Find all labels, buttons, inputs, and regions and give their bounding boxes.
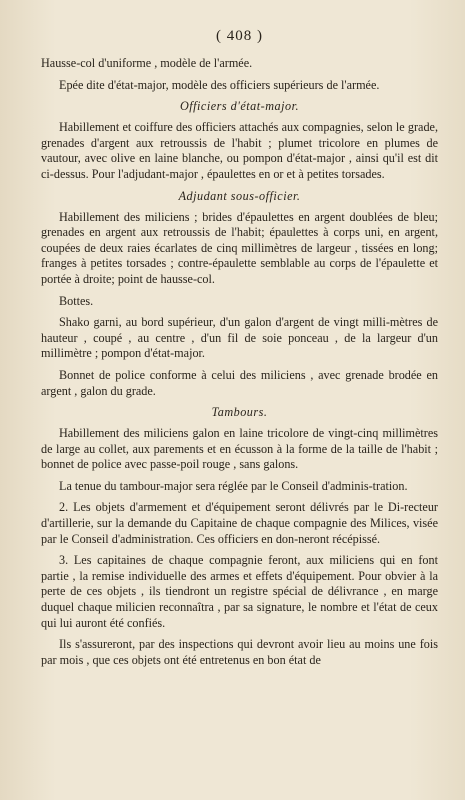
paragraph: Hausse-col d'uniforme , modèle de l'armée. [41, 56, 253, 70]
paragraph: Bonnet de police conforme à celui des miliciens , avec grenade brodée en argent , galon du grade. [41, 367, 438, 398]
section-heading-adjudant: Adjudant sous-officier. [178, 188, 301, 203]
paragraph: 2. Les objets d'armement et d'équipement seront délivrés par le Di-recteur d'artillerie, sur la demande du Capitaine de chaque compagnie des Milices, visée par le Conseil d'administration. Ces officiers en don-neront récépissé. [41, 500, 438, 546]
page-number: ( 408 ) [216, 28, 263, 44]
section-heading-officiers: Officiers d'état-major. [179, 99, 300, 114]
paragraph: Habillement et coiffure des officiers attachés aux compagnies, selon le grade, grenades d'argent aux retroussis de l'habit ; plumet tricolore en plumes de vautour, avec olive en laine blanche, ou pompon d'état-major , ainsi qu'il est dit ci-dessus. Pour l'adjudant-major , épaulettes en or et à petites torsades. [41, 120, 438, 181]
paragraph: La tenue du tambour-major sera réglée par le Conseil d'adminis-tration. [59, 478, 408, 493]
paragraph: Habillement des miliciens galon en laine tricolore de vingt-cinq millimètres de large au collet, aux parements et en écusson à la forme de la taille de l'habit ; bonnet de police avec passe-poil rouge , sans galons. [41, 426, 438, 472]
section-heading-tambours: Tambours. [211, 405, 268, 420]
paragraph: Habillement des miliciens ; brides d'épaulettes en argent doublées de bleu; grenades en argent aux retroussis de l'habit; épaulettes à corps uni, en argent, coupées de deux raies écarlates de cinq millimètres de largeur , tissées en long; franges à petites torsades ; contre-épaulette semblable au corps de l'épaulette et portée à droite; point de hausse-col. [41, 209, 438, 286]
paragraph: Epée dite d'état-major, modèle des officiers supérieurs de l'armée. [59, 77, 380, 92]
paragraph: Ils s'assureront, par des inspections qui devront avoir lieu au moins une fois par mois , que ces objets ont été entretenus en bon état de [41, 637, 438, 667]
paragraph: Bottes. [59, 293, 94, 308]
paragraph: 3. Les capitaines de chaque compagnie feront, aux miliciens qui en font partie , la remise individuelle des armes et effets d'équipement. Pour obvier à la perte de ces objets , ils tiendront un registre spécial de délivrance , en marge duquel chaque milicien reconnaîtra , par sa signature, le nombre et l'état de ceux qui lui auront été confiés. [41, 553, 438, 630]
paragraph: Shako garni, au bord supérieur, d'un galon d'argent de vingt milli-mètres de hauteur , coupé , au centre , d'un fil de soie ponceau , de la largeur d'un millimètre ; pompon d'état-major. [41, 315, 438, 361]
